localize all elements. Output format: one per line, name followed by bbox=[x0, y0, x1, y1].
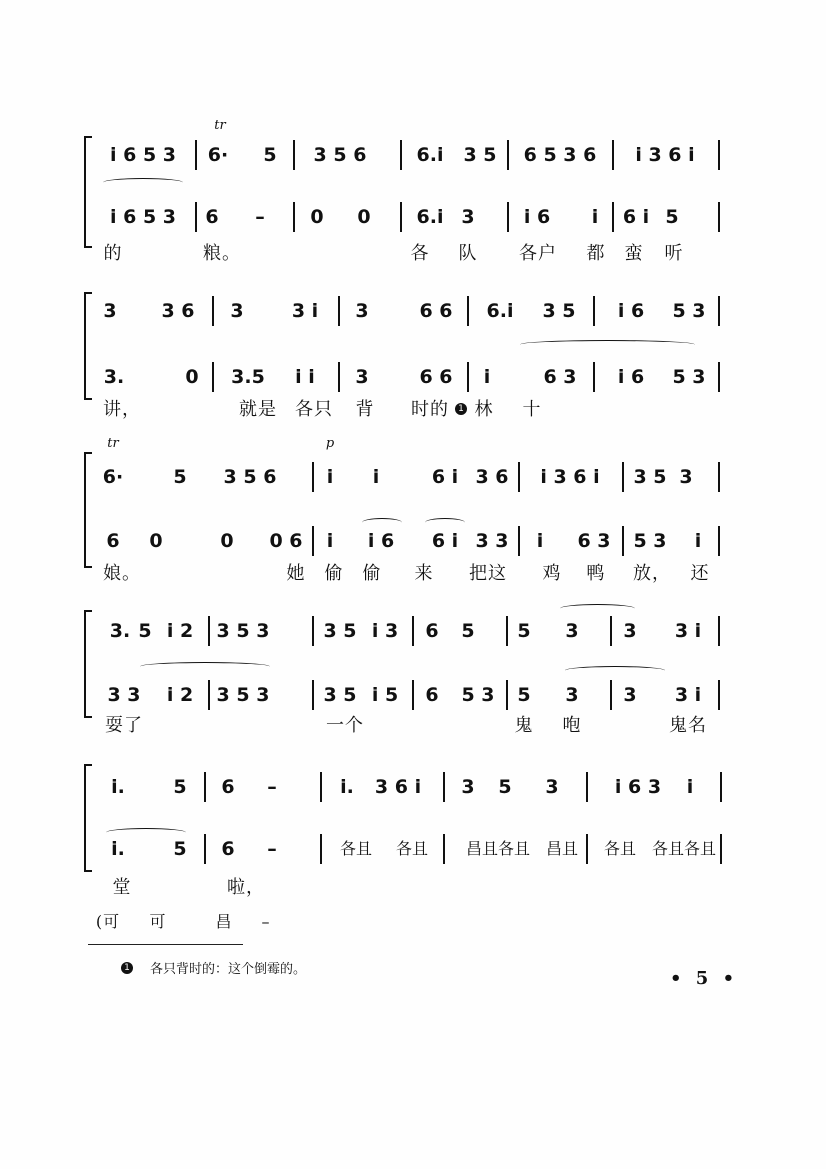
barline bbox=[507, 140, 509, 170]
lyrics-row bbox=[0, 876, 826, 904]
note-group: 5 bbox=[498, 776, 512, 798]
barline bbox=[467, 296, 469, 326]
lyrics-row bbox=[0, 398, 826, 426]
slur bbox=[425, 518, 465, 527]
barline bbox=[593, 362, 595, 392]
note-group: 0 bbox=[357, 206, 371, 228]
lyric: 堂 bbox=[112, 877, 132, 898]
barline bbox=[518, 462, 520, 492]
lyric: 鬼 bbox=[514, 715, 534, 736]
lyric: 还 bbox=[690, 563, 710, 584]
note-group: 0 6 bbox=[269, 530, 303, 552]
note-group: i 3 bbox=[371, 620, 399, 642]
barline bbox=[506, 680, 508, 710]
note-group: 6.i bbox=[416, 206, 444, 228]
note-group: 0 bbox=[149, 530, 163, 552]
note-group: 6 6 bbox=[419, 300, 453, 322]
upper-voice bbox=[0, 620, 826, 660]
barline bbox=[718, 462, 720, 492]
note-group: i bbox=[591, 206, 599, 228]
percussion-syllable: 可 bbox=[149, 912, 167, 931]
note-group: 6.i bbox=[416, 144, 444, 166]
lyric: 都 bbox=[586, 243, 606, 264]
note-group: 3 i bbox=[291, 300, 319, 322]
lyric: 偷 bbox=[362, 563, 382, 584]
lyric: 林 bbox=[474, 399, 494, 420]
trill-mark: tr bbox=[107, 436, 119, 451]
system-2 bbox=[0, 282, 826, 422]
lyric: 把这 bbox=[469, 563, 507, 584]
lyric: 放， bbox=[633, 563, 671, 584]
slur bbox=[362, 518, 402, 527]
note-group: 3 5 bbox=[323, 620, 357, 642]
note-group: 3 5 3 bbox=[216, 620, 270, 642]
lyric: 听 bbox=[664, 243, 684, 264]
note-group: 3 bbox=[355, 300, 369, 322]
barline bbox=[443, 834, 445, 864]
barline bbox=[586, 772, 588, 802]
note-group: 3 bbox=[461, 206, 475, 228]
barline bbox=[507, 202, 509, 232]
note-group: 3 bbox=[623, 684, 637, 706]
percussion-syllable: (可 bbox=[95, 912, 121, 931]
note-group: 3 5 6 bbox=[313, 144, 367, 166]
note-group: 5 bbox=[517, 684, 531, 706]
lyric: 蛮 bbox=[624, 243, 644, 264]
note-group: 6 6 bbox=[419, 366, 453, 388]
barline bbox=[312, 680, 314, 710]
barline bbox=[204, 834, 206, 864]
lyric: 她 bbox=[286, 563, 306, 584]
note-group: i 5 bbox=[371, 684, 399, 706]
lyric: 鸭 bbox=[586, 563, 606, 584]
note-group: 5 bbox=[173, 776, 187, 798]
upper-voice bbox=[0, 466, 826, 506]
note-group: 5 3 bbox=[633, 530, 667, 552]
note-group: 3 bbox=[545, 776, 559, 798]
note-group: 5 bbox=[173, 838, 187, 860]
lyric: 的 bbox=[103, 243, 123, 264]
slur bbox=[565, 666, 665, 675]
barline bbox=[320, 772, 322, 802]
barline bbox=[400, 202, 402, 232]
lower-voice bbox=[0, 838, 826, 878]
note-group: 5 3 bbox=[461, 684, 495, 706]
note-group: 5 3 bbox=[672, 300, 706, 322]
note-group: 6 i bbox=[431, 530, 459, 552]
barline bbox=[718, 362, 720, 392]
barline bbox=[312, 526, 314, 556]
note-group: – bbox=[267, 776, 277, 798]
barline bbox=[320, 834, 322, 864]
lyric: 十 bbox=[522, 399, 542, 420]
note-group: i i bbox=[295, 366, 315, 388]
lyric: 讲， bbox=[103, 399, 141, 420]
note-group: 3 bbox=[103, 300, 117, 322]
note-group: 3 5 bbox=[633, 466, 667, 488]
barline bbox=[718, 140, 720, 170]
lyric: 各只 bbox=[295, 399, 333, 420]
note-group: 3 bbox=[461, 776, 475, 798]
barline bbox=[610, 680, 612, 710]
lyrics-row bbox=[0, 714, 826, 742]
barline bbox=[400, 140, 402, 170]
note-group: 5 bbox=[138, 620, 152, 642]
note-group: 3 bbox=[355, 366, 369, 388]
note-group: 0 bbox=[310, 206, 324, 228]
note-group: 0 bbox=[220, 530, 234, 552]
note-group: 0 bbox=[185, 366, 199, 388]
percussion-group: 各且 bbox=[395, 839, 429, 858]
note-group: 6· bbox=[207, 144, 229, 166]
barline bbox=[518, 526, 520, 556]
lyric: 背 bbox=[355, 399, 375, 420]
barline bbox=[612, 140, 614, 170]
percussion-group: 各且 bbox=[339, 839, 373, 858]
upper-voice bbox=[0, 300, 826, 340]
barline bbox=[718, 202, 720, 232]
lyric: 粮。 bbox=[203, 243, 241, 264]
barline bbox=[718, 680, 720, 710]
note-group: 5 3 bbox=[672, 366, 706, 388]
note-group: 3 6 i bbox=[374, 776, 422, 798]
note-group: 5 bbox=[263, 144, 277, 166]
note-group: i 6 5 3 bbox=[109, 206, 177, 228]
note-group: 3 6 bbox=[475, 466, 509, 488]
note-group: i 6 bbox=[617, 300, 645, 322]
barline bbox=[467, 362, 469, 392]
note-group: 6 bbox=[221, 838, 235, 860]
note-group: 6 bbox=[205, 206, 219, 228]
barline bbox=[622, 462, 624, 492]
note-group: 3 bbox=[679, 466, 693, 488]
barline bbox=[718, 296, 720, 326]
footnote-text: 各只背时的：这个倒霉的。 bbox=[150, 962, 307, 977]
system-1 bbox=[0, 120, 826, 270]
note-group: i 6 5 3 bbox=[109, 144, 177, 166]
lyric: 娘。 bbox=[103, 563, 141, 584]
note-group: 3. bbox=[109, 620, 131, 642]
note-group: 5 bbox=[173, 466, 187, 488]
note-group: 3 bbox=[565, 620, 579, 642]
lyrics-row bbox=[0, 242, 826, 270]
barline bbox=[586, 834, 588, 864]
lyric: 时的 bbox=[411, 399, 449, 420]
percussion-group: 各且 bbox=[603, 839, 637, 858]
lyric: 各户 bbox=[519, 243, 557, 264]
note-group: i 6 bbox=[523, 206, 551, 228]
slur bbox=[140, 662, 270, 671]
note-group: i bbox=[326, 466, 334, 488]
note-group: i 3 6 i bbox=[635, 144, 695, 166]
barline bbox=[338, 362, 340, 392]
note-group: 6 bbox=[425, 620, 439, 642]
barline bbox=[195, 202, 197, 232]
barline bbox=[312, 462, 314, 492]
note-group: i bbox=[694, 530, 702, 552]
note-group: 3 5 6 bbox=[223, 466, 277, 488]
barline bbox=[612, 202, 614, 232]
note-group: i 6 3 bbox=[614, 776, 662, 798]
note-group: 5 bbox=[461, 620, 475, 642]
note-group: 3 bbox=[565, 684, 579, 706]
note-group: 3 6 bbox=[161, 300, 195, 322]
lyric: 队 bbox=[458, 243, 478, 264]
barline bbox=[338, 296, 340, 326]
note-group: 3 5 3 bbox=[216, 684, 270, 706]
dynamic-mark: p bbox=[325, 436, 335, 451]
note-group: 3. bbox=[103, 366, 125, 388]
slur bbox=[520, 340, 695, 349]
note-group: 3 bbox=[230, 300, 244, 322]
barline bbox=[312, 616, 314, 646]
barline bbox=[443, 772, 445, 802]
barline bbox=[208, 680, 210, 710]
footnote-rule bbox=[88, 944, 243, 945]
lyrics-row bbox=[0, 562, 826, 590]
note-group: 3 i bbox=[674, 620, 702, 642]
footnote-marker: 1 bbox=[455, 403, 467, 415]
note-group: i 2 bbox=[166, 684, 194, 706]
lyric: 鸡 bbox=[542, 563, 562, 584]
barline bbox=[208, 616, 210, 646]
note-group: – bbox=[267, 838, 277, 860]
lyric: 鬼名 bbox=[669, 715, 707, 736]
note-group: i. bbox=[340, 776, 354, 798]
lyric: 耍了 bbox=[105, 715, 143, 736]
note-group: 3 5 bbox=[542, 300, 576, 322]
system-4 bbox=[0, 600, 826, 746]
lower-voice bbox=[0, 206, 826, 246]
note-group: 6 bbox=[221, 776, 235, 798]
note-group: 6.i bbox=[486, 300, 514, 322]
note-group: 3 bbox=[623, 620, 637, 642]
lyric: 来 bbox=[414, 563, 434, 584]
percussion-row bbox=[0, 910, 826, 938]
note-group: 3.5 bbox=[231, 366, 265, 388]
note-group: 3 3 bbox=[107, 684, 141, 706]
lyric: 偷 bbox=[324, 563, 344, 584]
note-group: i bbox=[483, 366, 491, 388]
percussion-syllable: – bbox=[261, 912, 271, 931]
barline bbox=[593, 296, 595, 326]
note-group: 6· bbox=[102, 466, 124, 488]
barline bbox=[622, 526, 624, 556]
note-group: i bbox=[326, 530, 334, 552]
footnote-marker: 1 bbox=[121, 962, 133, 974]
note-group: 6 3 bbox=[543, 366, 577, 388]
trill-mark: tr bbox=[214, 118, 226, 133]
barline bbox=[718, 616, 720, 646]
note-group: i. bbox=[111, 838, 125, 860]
barline bbox=[204, 772, 206, 802]
note-group: 5 bbox=[665, 206, 679, 228]
note-group: i bbox=[372, 466, 380, 488]
note-group: 6 bbox=[425, 684, 439, 706]
barline bbox=[412, 616, 414, 646]
percussion-syllable: 昌 bbox=[215, 912, 233, 931]
slur bbox=[560, 604, 635, 613]
upper-voice bbox=[0, 776, 826, 816]
note-group: 3 i bbox=[674, 684, 702, 706]
slur bbox=[106, 828, 186, 837]
note-group: 3 5 bbox=[323, 684, 357, 706]
note-group: 6 i bbox=[431, 466, 459, 488]
note-group: 3 3 bbox=[475, 530, 509, 552]
lyric: 啦， bbox=[227, 877, 265, 898]
page-number: • 5 • bbox=[670, 968, 739, 989]
lyric: 咆 bbox=[562, 715, 582, 736]
note-group: i 6 bbox=[367, 530, 395, 552]
note-group: i bbox=[686, 776, 694, 798]
percussion-group: 各且各且 bbox=[651, 839, 717, 858]
system-3 bbox=[0, 438, 826, 588]
barline bbox=[720, 772, 722, 802]
barline bbox=[293, 140, 295, 170]
note-group: 6 bbox=[106, 530, 120, 552]
barline bbox=[506, 616, 508, 646]
lyric: 一个 bbox=[326, 715, 364, 736]
percussion-group: 昌且各且 bbox=[465, 839, 531, 858]
lyric: 就是 bbox=[239, 399, 277, 420]
note-group: 6 5 3 6 bbox=[523, 144, 597, 166]
barline bbox=[718, 526, 720, 556]
note-group: 3 5 bbox=[463, 144, 497, 166]
barline bbox=[212, 362, 214, 392]
note-group: i 6 bbox=[617, 366, 645, 388]
system-5 bbox=[0, 758, 826, 938]
lyric: 各 bbox=[410, 243, 430, 264]
barline bbox=[195, 140, 197, 170]
note-group: i bbox=[536, 530, 544, 552]
note-group: i. bbox=[111, 776, 125, 798]
barline bbox=[610, 616, 612, 646]
note-group: i 3 6 i bbox=[540, 466, 600, 488]
note-group: i 2 bbox=[166, 620, 194, 642]
barline bbox=[720, 834, 722, 864]
note-group: – bbox=[255, 206, 265, 228]
barline bbox=[293, 202, 295, 232]
note-group: 6 i bbox=[622, 206, 650, 228]
percussion-group: 昌且 bbox=[545, 839, 579, 858]
barline bbox=[412, 680, 414, 710]
note-group: 6 3 bbox=[577, 530, 611, 552]
note-group: 5 bbox=[517, 620, 531, 642]
barline bbox=[212, 296, 214, 326]
slur bbox=[103, 178, 183, 187]
